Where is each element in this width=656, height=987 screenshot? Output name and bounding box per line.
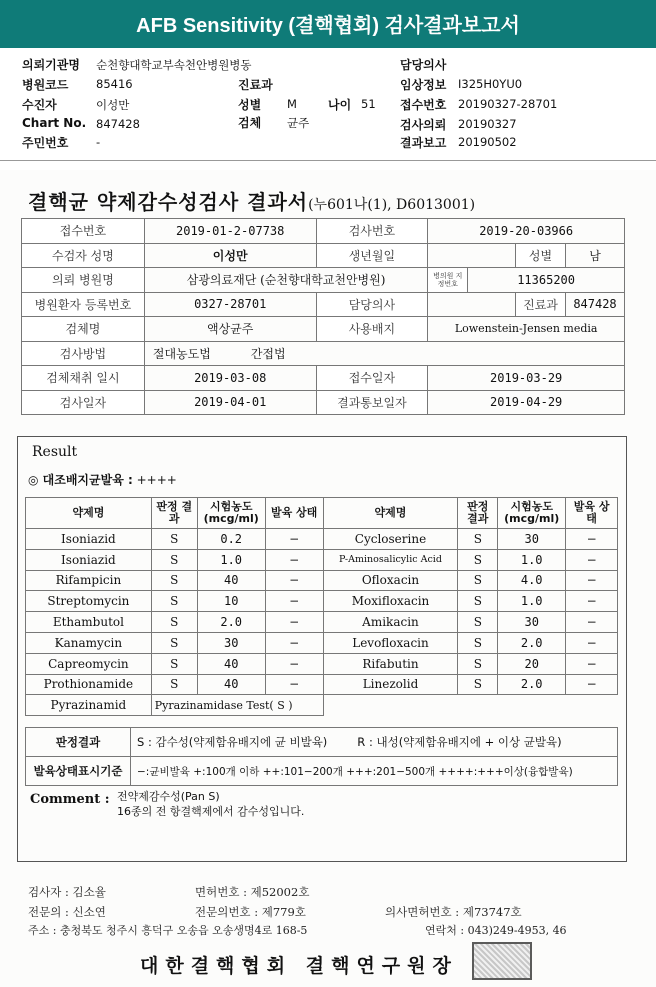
examiner: 검사자 : 김소율 xyxy=(28,885,106,899)
table-row xyxy=(26,728,618,757)
drug-result: S xyxy=(151,591,197,612)
drug-result: S xyxy=(151,653,197,674)
divider xyxy=(0,160,656,161)
info-key: 검체 xyxy=(238,116,262,130)
label-cell: 수검자 성명 xyxy=(22,243,145,268)
table-row xyxy=(22,219,625,244)
drug-growth: − xyxy=(265,653,323,674)
value-cell xyxy=(144,341,624,366)
growth-value: −:균비발육 +:100개 이하 ++:101−200개 +++:201−500개 ++++:+++이상(융합발육) xyxy=(131,757,618,786)
drug-result: S xyxy=(458,674,498,695)
drug-name: Streptomycin xyxy=(26,591,152,612)
drug-concentration: 10 xyxy=(197,591,265,612)
doc-title xyxy=(28,186,475,215)
drug-concentration: 2.0 xyxy=(498,674,566,695)
table-row xyxy=(26,653,618,674)
value-cell: 11365200 xyxy=(468,268,625,293)
table-row xyxy=(26,591,618,612)
judge-r: R : 내성(약제함유배지에 + 이상 균발육) xyxy=(357,735,562,749)
drug-growth: − xyxy=(566,612,618,633)
info-key: 진료과 xyxy=(238,78,273,92)
drug-growth: − xyxy=(265,570,323,591)
label-cell: 담당의사 xyxy=(316,292,428,317)
doc-title-code: (누601나(1), D6013001) xyxy=(308,197,476,213)
drug-growth: − xyxy=(265,529,323,550)
drug-name: Cycloserine xyxy=(323,529,458,550)
table-row xyxy=(22,390,625,415)
col-header: 발육 상태 xyxy=(566,498,618,529)
control-growth xyxy=(28,471,177,488)
label-cell: 결과통보일자 xyxy=(316,390,428,415)
table-row xyxy=(22,292,625,317)
table-row xyxy=(22,243,625,268)
col-header: 판정 결과 xyxy=(458,498,498,529)
info-key: Chart No. xyxy=(22,116,87,130)
drug-susceptibility-table xyxy=(25,497,618,716)
drug-name: Amikacin xyxy=(323,612,458,633)
info-key: 담당의사 xyxy=(400,58,447,72)
label-cell: 의뢰 병원명 xyxy=(22,268,145,293)
label-cell: 생년월일 xyxy=(316,243,428,268)
specialist: 전문의 : 신소연 xyxy=(28,905,106,919)
drug-growth: − xyxy=(265,674,323,695)
drug-result: S xyxy=(151,570,197,591)
label-cell: 검체채취 일시 xyxy=(22,366,145,391)
drug-growth: − xyxy=(265,612,323,633)
info-key: 수진자 xyxy=(22,98,57,112)
judge-label: 판정결과 xyxy=(26,728,131,757)
info-value: - xyxy=(96,135,101,149)
col-header: 약제명 xyxy=(26,498,152,529)
drug-concentration: 40 xyxy=(197,570,265,591)
table-row xyxy=(26,674,618,695)
drug-growth: − xyxy=(265,591,323,612)
info-value: 51 xyxy=(361,97,376,111)
info-key: 병원코드 xyxy=(22,78,69,92)
value-cell: 2019-04-01 xyxy=(144,390,316,415)
label-cell: 검체명 xyxy=(22,317,145,342)
value-cell: 2019-03-29 xyxy=(428,366,625,391)
label-cell: 병원환자 등록번호 xyxy=(22,292,145,317)
phone: 연락처 : 043)249-4953, 46 xyxy=(425,924,567,937)
drug-growth: − xyxy=(566,632,618,653)
info-key: 검사의뢰 xyxy=(400,118,447,132)
drug-result: S xyxy=(458,570,498,591)
value-cell: 2019-03-08 xyxy=(144,366,316,391)
info-key: 결과보고 xyxy=(400,136,447,150)
drug-concentration: 1.0 xyxy=(498,549,566,570)
drug-name: Isoniazid xyxy=(26,529,152,550)
drug-name: Moxifloxacin xyxy=(323,591,458,612)
table-row xyxy=(26,632,618,653)
method-absolute: 절대농도법 xyxy=(152,346,211,361)
specimen-info-table xyxy=(21,218,625,415)
drug-result: Pyrazinamidase Test( S ) xyxy=(151,695,323,716)
table-row xyxy=(22,268,625,293)
method-indirect: 간접법 xyxy=(250,346,286,361)
drug-name: Kanamycin xyxy=(26,632,152,653)
label-cell: 병의원 지정번호 xyxy=(428,268,468,293)
drug-growth: − xyxy=(566,591,618,612)
drug-concentration: 2.0 xyxy=(498,632,566,653)
drug-name: Rifabutin xyxy=(323,653,458,674)
info-value: 20190327 xyxy=(458,117,517,131)
drug-growth: − xyxy=(566,549,618,570)
drug-concentration: 4.0 xyxy=(498,570,566,591)
drug-name: Capreomycin xyxy=(26,653,152,674)
drug-result: S xyxy=(458,529,498,550)
value-cell: Lowenstein-Jensen media xyxy=(428,317,625,342)
legend-table xyxy=(25,727,618,786)
info-value: 순천향대학교부속천안병원병동 xyxy=(96,58,252,72)
value-cell: 2019-01-2-07738 xyxy=(144,219,316,244)
table-row xyxy=(22,341,625,366)
comment-line: 전약제감수성(Pan S) xyxy=(117,790,220,803)
drug-result: S xyxy=(151,529,197,550)
info-value: 20190327-28701 xyxy=(458,97,558,111)
drug-name: Isoniazid xyxy=(26,549,152,570)
col-header: 판정 결과 xyxy=(151,498,197,529)
drug-result: S xyxy=(458,612,498,633)
comment-line: 16종의 전 항결핵제에서 감수성입니다. xyxy=(117,805,305,818)
col-header: 시험농도 (mcg/ml) xyxy=(498,498,566,529)
drug-name: Rifampicin xyxy=(26,570,152,591)
drug-result: S xyxy=(151,632,197,653)
specialist-no: 전문의번호 : 제779호 xyxy=(195,905,306,919)
info-value: M xyxy=(287,97,297,111)
drug-name: Prothionamide xyxy=(26,674,152,695)
drug-concentration: 1.0 xyxy=(498,591,566,612)
drug-growth: − xyxy=(566,529,618,550)
info-value: I325H0YU0 xyxy=(458,77,523,91)
value-cell: 2019-20-03966 xyxy=(428,219,625,244)
judge-value xyxy=(131,728,618,757)
result-title: Result xyxy=(32,444,78,460)
info-value: 20190502 xyxy=(458,135,517,149)
label-cell: 접수일자 xyxy=(316,366,428,391)
table-header xyxy=(26,498,618,529)
drug-concentration: 30 xyxy=(498,612,566,633)
drug-name: Ethambutol xyxy=(26,612,152,633)
value-cell: 남 xyxy=(565,243,624,268)
table-row xyxy=(26,529,618,550)
label-cell: 검사번호 xyxy=(316,219,428,244)
drug-concentration: 2.0 xyxy=(197,612,265,633)
value-cell xyxy=(428,292,516,317)
drug-result: S xyxy=(458,653,498,674)
drug-growth: − xyxy=(566,653,618,674)
drug-growth: − xyxy=(265,632,323,653)
drug-result: S xyxy=(458,591,498,612)
official-seal xyxy=(472,942,532,980)
drug-result: S xyxy=(151,674,197,695)
drug-concentration: 40 xyxy=(197,653,265,674)
drug-concentration: 20 xyxy=(498,653,566,674)
info-value: 847428 xyxy=(96,117,140,131)
label-cell: 접수번호 xyxy=(22,219,145,244)
drug-result: S xyxy=(151,612,197,633)
table-row xyxy=(26,612,618,633)
label-cell: 진료과 xyxy=(516,292,566,317)
table-row xyxy=(26,757,618,786)
control-label: ◎ 대조배지균발육 : xyxy=(28,473,133,487)
info-key: 의뢰기관명 xyxy=(22,58,80,72)
col-header: 약제명 xyxy=(323,498,458,529)
report-title: AFB Sensitivity (결핵협회) 검사결과보고서 xyxy=(0,0,656,48)
table-row xyxy=(22,317,625,342)
drug-growth: − xyxy=(566,674,618,695)
value-cell: 2019-04-29 xyxy=(428,390,625,415)
drug-result: S xyxy=(151,549,197,570)
control-value: ++++ xyxy=(136,473,177,487)
info-key: 접수번호 xyxy=(400,98,447,112)
label-cell: 검사일자 xyxy=(22,390,145,415)
info-value: 85416 xyxy=(96,77,133,91)
drug-concentration: 30 xyxy=(197,632,265,653)
drug-result: S xyxy=(458,549,498,570)
info-key: 성별 xyxy=(238,98,262,112)
address: 주소 : 충청북도 청주시 흥덕구 오송읍 오송생명4로 168-5 xyxy=(28,924,308,937)
label-cell: 사용배지 xyxy=(316,317,428,342)
value-cell: 액상균주 xyxy=(144,317,316,342)
info-key: 임상정보 xyxy=(400,78,447,92)
drug-name: Ofloxacin xyxy=(323,570,458,591)
drug-name: Linezolid xyxy=(323,674,458,695)
value-cell: 삼광의료재단 (순천향대학교천안병원) xyxy=(144,268,427,293)
value-cell xyxy=(428,243,516,268)
drug-result: S xyxy=(458,632,498,653)
comment-label: Comment : xyxy=(30,792,110,807)
label-cell: 성별 xyxy=(516,243,566,268)
info-key: 주민번호 xyxy=(22,136,69,150)
table-row xyxy=(26,695,618,716)
table-row xyxy=(26,549,618,570)
col-header: 시험농도 (mcg/ml) xyxy=(197,498,265,529)
value-cell: 847428 xyxy=(565,292,624,317)
drug-name: P-Aminosalicylic Acid xyxy=(323,549,458,570)
drug-concentration: 0.2 xyxy=(197,529,265,550)
drug-growth: − xyxy=(566,570,618,591)
drug-growth: − xyxy=(265,549,323,570)
drug-concentration: 40 xyxy=(197,674,265,695)
drug-name: Levofloxacin xyxy=(323,632,458,653)
table-row xyxy=(26,570,618,591)
comment-text xyxy=(117,789,304,819)
drug-concentration: 1.0 xyxy=(197,549,265,570)
doctor-license-no: 의사면허번호 : 제73747호 xyxy=(385,905,522,919)
label-cell: 검사방법 xyxy=(22,341,145,366)
info-key: 나이 xyxy=(328,98,352,112)
growth-label: 발육상태표시기준 xyxy=(26,757,131,786)
info-value: 균주 xyxy=(287,116,310,130)
col-header: 발육 상태 xyxy=(265,498,323,529)
doc-title-text: 결핵균 약제감수성검사 결과서 xyxy=(28,190,309,214)
judge-s: S : 감수성(약제함유배지에 균 비발육) xyxy=(137,735,328,749)
organization-name: 대한결핵협회 결핵연구원장 xyxy=(140,955,458,977)
drug-name: Pyrazinamid xyxy=(26,695,152,716)
value-cell: 0327-28701 xyxy=(144,292,316,317)
table-row xyxy=(22,366,625,391)
drug-concentration: 30 xyxy=(498,529,566,550)
value-cell: 이성만 xyxy=(144,243,316,268)
license-no: 면허번호 : 제52002호 xyxy=(195,885,310,899)
info-value: 이성만 xyxy=(96,98,130,112)
